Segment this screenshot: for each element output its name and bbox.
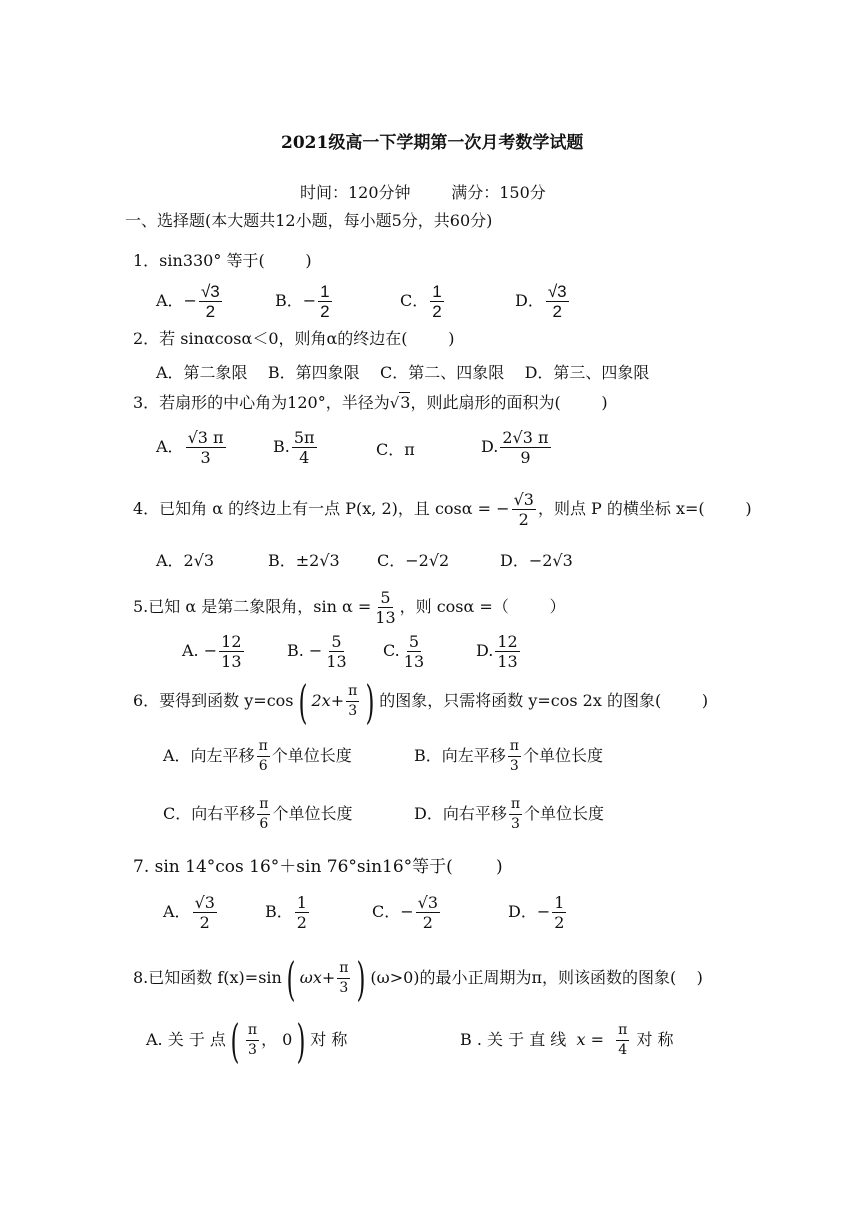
frac-den: 4 (299, 448, 310, 467)
section-heading: 一、选择题(本大题共12小题，每小题5分，共60分) (125, 211, 493, 230)
option-label: C．向右平移 (163, 804, 256, 823)
q8-option-b (460, 1017, 674, 1063)
option-label: B．− (275, 291, 317, 310)
frac-num: √3 (194, 893, 215, 912)
frac-den: 3 (348, 703, 358, 719)
q7-option-a (163, 893, 219, 932)
option-label: A． (163, 902, 191, 921)
q5-stem (133, 588, 566, 627)
frac-den: 6 (258, 758, 268, 774)
q3-option-a (156, 428, 228, 467)
option-label: B. (273, 437, 290, 456)
frac-num: π (508, 737, 521, 757)
option-tail: 对 称 (636, 1030, 674, 1049)
right-bracket-icon: ) (296, 1013, 306, 1068)
stem-text: ，则此扇形的面积为( ) (410, 393, 608, 412)
right-bracket-icon: ) (365, 674, 375, 729)
frac-den: 2 (518, 510, 529, 529)
option-tail: 个单位长度 (524, 804, 605, 823)
frac-num: π (257, 795, 270, 815)
frac-den: 4 (618, 1042, 628, 1058)
q5-option-a (182, 632, 246, 671)
q3-option-b (273, 428, 319, 467)
frac-den: 13 (221, 652, 242, 671)
q4-stem (133, 490, 752, 529)
frac-num: 12 (221, 632, 242, 651)
frac-den: 2 (205, 302, 216, 321)
q2-stem: 2．若 sinαcosα＜0，则角α的终边在( ) (133, 329, 455, 348)
stem-text: ，则 cosα =（ ） (399, 597, 566, 616)
page-title: 2021级高一下学期第一次月考数学试题 (281, 133, 584, 153)
frac-den: 3 (248, 1042, 257, 1058)
frac-num: 1 (296, 893, 307, 912)
left-bracket-icon: ( (230, 1013, 240, 1068)
frac-den: 3 (510, 816, 520, 832)
option-label: A. 关 于 点 (146, 1030, 226, 1049)
q3-option-d (481, 428, 553, 467)
frac-num: 12 (497, 632, 518, 651)
q8-stem (133, 951, 703, 1006)
frac-num: π (616, 1021, 629, 1041)
frac-num: √3 (200, 282, 220, 301)
q7-option-c (372, 893, 442, 932)
frac-den: 3 (200, 448, 211, 467)
option-tail: 对 称 (310, 1030, 348, 1049)
option-label: A．向左平移 (163, 746, 255, 765)
q5-option-c (383, 632, 428, 671)
stem-text: 8.已知函数 f(x)=sin (133, 968, 282, 987)
q1-stem: 1．sin330° 等于( ) (133, 251, 312, 270)
q1-option-b (275, 282, 334, 321)
q4-option-d: D．−2√3 (500, 551, 573, 570)
option-tail: 个单位长度 (522, 746, 603, 765)
frac-num: 1 (554, 893, 565, 912)
option-label: B. − (287, 641, 323, 660)
q4-option-a: A．2√3 (156, 551, 215, 570)
frac-den: 2 (422, 913, 433, 932)
option-label: A．− (156, 291, 197, 310)
option-label: D．向右平移 (414, 804, 507, 823)
option-label: A． (156, 437, 184, 456)
stem-text: (ω>0)的最小正周期为π，则该函数的图象( ) (370, 968, 703, 987)
frac-den: 2 (552, 302, 562, 321)
q7-stem: 7. sin 14°cos 16°＋sin 76°sin16°等于( ) (133, 857, 503, 877)
frac-den: 13 (497, 652, 518, 671)
option-tail: 个单位长度 (272, 804, 353, 823)
q7-option-d (508, 893, 568, 932)
frac-den: 2 (199, 913, 210, 932)
frac-num: 5 (380, 588, 391, 607)
frac-num: π (246, 1021, 259, 1041)
frac-den: 3 (509, 758, 519, 774)
frac-num: 2√3 π (502, 428, 549, 447)
right-bracket-icon: ) (356, 951, 366, 1006)
q6-stem (133, 674, 709, 729)
frac-den: 2 (432, 302, 442, 321)
frac-num: √3 (547, 282, 567, 301)
option-label: C．− (372, 902, 414, 921)
option-label: C． (400, 291, 429, 310)
frac-den: 13 (326, 652, 347, 671)
option-label: D．− (508, 902, 551, 921)
option-label: B . 关 于 直 线 (460, 1030, 567, 1049)
frac-num: π (257, 737, 270, 757)
q6-option-c (163, 795, 352, 834)
option-label: A. − (182, 641, 218, 660)
option-label: B．向左平移 (414, 746, 506, 765)
radicand: 3 (400, 393, 411, 412)
q1-option-c (400, 282, 446, 321)
q6-option-b (414, 737, 603, 776)
option-tail: 个单位长度 (271, 746, 352, 765)
frac-num: 5 (331, 632, 342, 651)
line-var: x = (576, 1030, 604, 1049)
frac-den: 9 (520, 448, 531, 467)
frac-den: 6 (259, 816, 269, 832)
left-bracket-icon: ( (298, 674, 307, 729)
frac-num: √3 (513, 490, 534, 509)
frac-num: 1 (432, 282, 442, 301)
frac-den: 3 (339, 980, 349, 996)
stem-text: ，则点 P 的横坐标 x=( ) (537, 499, 752, 518)
q6-option-d (414, 795, 604, 834)
stem-text: 3．若扇形的中心角为120°，半径为 (133, 393, 390, 412)
q2-options: A．第二象限 B．第四象限 C．第二、四象限 D．第三、四象限 (156, 363, 650, 382)
q4-option-c: C．−2√2 (377, 551, 450, 570)
frac-den: 2 (554, 913, 565, 932)
frac-den: 2 (296, 913, 307, 932)
q1-option-a (156, 282, 224, 321)
exam-info: 时间：120分钟 满分：150分 (300, 183, 546, 202)
q6-option-a (163, 737, 352, 776)
q8-option-a (146, 1013, 348, 1068)
frac-num: √3 (417, 893, 439, 912)
frac-den: 13 (403, 652, 425, 671)
option-label: C. (383, 641, 400, 660)
q5-option-b (287, 632, 351, 671)
option-label: D． (515, 291, 544, 310)
frac-den: 2 (320, 302, 330, 321)
q1-option-d (515, 282, 571, 321)
frac-num: 1 (320, 282, 330, 301)
q4-option-b: B．±2√3 (268, 551, 340, 570)
expr-inner: 2x+ (311, 691, 345, 710)
stem-text: 4．已知角 α 的终边上有一点 P(x, 2)，且 cosα = − (133, 499, 510, 518)
left-bracket-icon: ( (286, 951, 296, 1006)
q3-stem: 3．若扇形的中心角为120°，半径为√3，则此扇形的面积为( ) (133, 393, 608, 412)
q5-option-d (476, 632, 522, 671)
q3-option-c: C．π (376, 440, 415, 459)
frac-num: 5 (408, 632, 420, 651)
frac-num: √3 π (187, 428, 224, 447)
expr-inner: ωx+ (299, 968, 336, 987)
frac-num: 5π (293, 428, 315, 447)
frac-num: π (346, 682, 359, 702)
stem-text: 5.已知 α 是第二象限角，sin α = (133, 597, 372, 616)
point-tail: ， 0 (261, 1030, 293, 1049)
frac-num: π (509, 795, 522, 815)
stem-text: 6．要得到函数 y=cos (133, 691, 294, 710)
option-label: B． (265, 902, 293, 921)
option-label: D. (476, 641, 494, 660)
frac-den: 13 (375, 608, 396, 627)
stem-text: 的图象，只需将函数 y=cos 2x 的图象( ) (379, 691, 709, 710)
q7-option-b (265, 893, 311, 932)
option-label: D. (481, 437, 499, 456)
frac-num: π (337, 959, 350, 979)
